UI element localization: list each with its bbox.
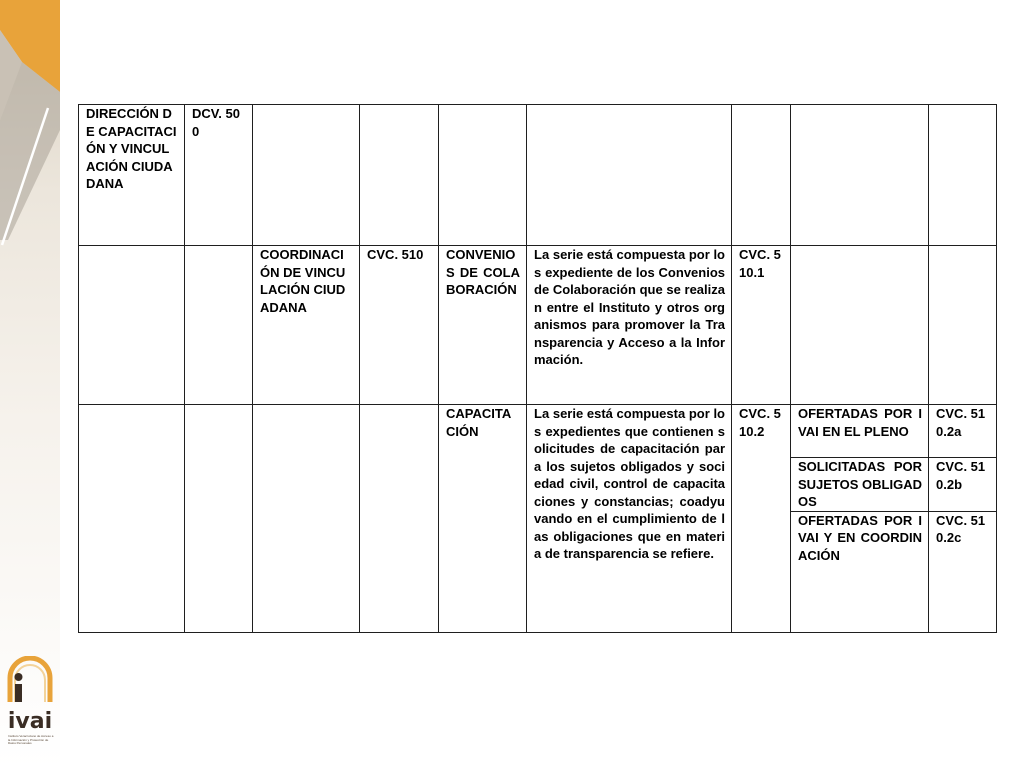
logo-tagline: Instituto Veracruzano de Acceso a la Información y Protección de Datos Personales xyxy=(8,734,54,745)
series-cell: CAPACITACIÓN xyxy=(439,405,527,633)
subarea-code-cell: CVC. 510 xyxy=(360,246,439,405)
empty-cell xyxy=(79,405,185,633)
empty-cell xyxy=(185,246,253,405)
series-code-cell: CVC. 510.2 xyxy=(732,405,791,633)
empty-cell xyxy=(185,405,253,633)
subseries-cell: SOLICITADAS POR SUJETOS OBLIGADOS xyxy=(791,458,929,512)
empty-cell xyxy=(791,105,929,246)
subseries-code-cell: CVC. 510.2a xyxy=(929,405,997,458)
empty-cell xyxy=(253,105,360,246)
subseries-cell: OFERTADAS POR IVAI EN EL PLENO xyxy=(791,405,929,458)
subseries-code-cell: CVC. 510.2c xyxy=(929,511,997,632)
subseries-code-cell: CVC. 510.2b xyxy=(929,458,997,512)
empty-cell xyxy=(253,405,360,633)
table-row-direction xyxy=(79,105,997,246)
empty-cell xyxy=(360,105,439,246)
classification-table xyxy=(78,104,997,633)
description-cell: La serie está compuesta por los expedientes que contienen solicitudes de capacitación para los sujetos obligados y sociedad civil, control de capacitaciones y constancias; coadyuvando en el cumplimiento de las obligaciones que en materia de transparencia se refiere. xyxy=(527,405,732,633)
svg-text:ivai: ivai xyxy=(7,709,53,734)
table-row-training xyxy=(79,405,997,458)
empty-cell xyxy=(791,246,929,405)
empty-cell xyxy=(929,105,997,246)
area-cell: DIRECCIÓN DE CAPACITACIÓN Y VINCULACIÓN CIUDADANA xyxy=(79,105,185,246)
empty-cell xyxy=(527,105,732,246)
empty-cell xyxy=(732,105,791,246)
subarea-cell: COORDINACIÓN DE VINCULACIÓN CIUDADANA xyxy=(253,246,360,405)
series-cell: CONVENIOS DE COLABORACIÓN xyxy=(439,246,527,405)
description-cell: La serie está compuesta por los expediente de los Convenios de Colaboración que se realizan entre el Instituto y otros organismos para promover la Transparencia y Acceso a la Información. xyxy=(527,246,732,405)
empty-cell xyxy=(360,405,439,633)
corner-decoration xyxy=(0,0,60,260)
area-code-cell: DCV. 500 xyxy=(185,105,253,246)
table-row-coordination xyxy=(79,246,997,405)
empty-cell xyxy=(439,105,527,246)
empty-cell xyxy=(79,246,185,405)
subseries-cell: OFERTADAS POR IVAI Y EN COORDINACIÓN xyxy=(791,511,929,632)
empty-cell xyxy=(929,246,997,405)
series-code-cell: CVC. 510.1 xyxy=(732,246,791,405)
